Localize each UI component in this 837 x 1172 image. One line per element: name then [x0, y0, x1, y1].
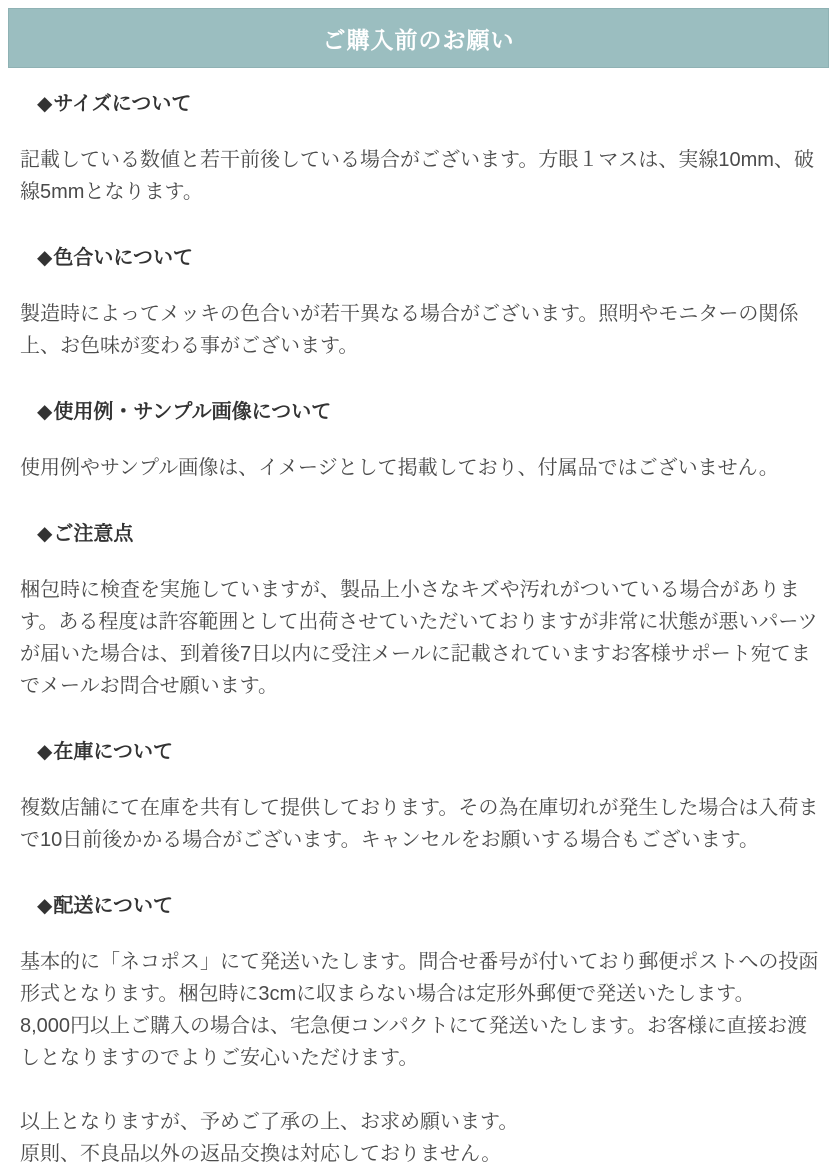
section-shipping: [20, 892, 827, 1074]
section-stock: [20, 738, 827, 856]
section-heading-label: 配送について: [53, 895, 173, 917]
diamond-bullet-icon: ◆: [37, 401, 53, 423]
diamond-bullet-icon: ◆: [37, 247, 53, 269]
diamond-bullet-icon: ◆: [37, 895, 53, 917]
section-paragraph: 梱包時に検査を実施していますが、製品上小さなキズや汚れがついている場合があります。ある程度は許容範囲として出荷させていただいておりますが非常に状態が悪いパーツが届いた場合は、到着後7日以内に受注メールに記載されていますお客様サポート宛てまでメールお問合せ願います。: [20, 579, 818, 697]
section-paragraph: 基本的に「ネコポス」にて発送いたします。問合せ番号が付いており郵便ポストへの投函形式となります。梱包時に3cmに収まらない場合は定形外郵便で発送いたします。: [20, 951, 819, 1005]
section-paragraph: 製造時によってメッキの色合いが若干異なる場合がございます。照明やモニターの関係上、お色味が変わる事がございます。: [20, 303, 799, 357]
notice-content: [0, 90, 837, 1172]
section-heading: [37, 892, 827, 920]
section-paragraph: 8,000円以上ご購入の場合は、宅急便コンパクトにて発送いたします。お客様に直接お渡しとなりますのでよりご安心いただけます。: [20, 1015, 808, 1069]
section-heading: [37, 520, 827, 548]
section-heading-label: サイズについて: [53, 93, 192, 115]
section-color: [20, 244, 827, 362]
section-paragraph: 記載している数値と若干前後している場合がございます。方眼１マスは、実線10mm、破線5mmとなります。: [20, 149, 814, 203]
purchase-notice-page: [0, 8, 837, 1172]
section-heading: [37, 398, 827, 426]
section-heading: [37, 244, 827, 272]
closing-line: 以上となりますが、予めご了承の上、お求め願います。: [20, 1111, 519, 1133]
section-sample-images: [20, 398, 827, 484]
notice-banner: [8, 8, 829, 68]
section-heading-label: 色合いについて: [53, 247, 193, 269]
section-heading-label: ご注意点: [53, 523, 134, 545]
section-heading-label: 使用例・サンプル画像について: [53, 401, 332, 423]
section-size: [20, 90, 827, 208]
section-paragraph: 使用例やサンプル画像は、イメージとして掲載しており、付属品ではございません。: [20, 457, 779, 479]
section-paragraph: 複数店舗にて在庫を共有して提供しております。その為在庫切れが発生した場合は入荷まで10日前後かかる場合がございます。キャンセルをお願いする場合もございます。: [20, 797, 819, 851]
diamond-bullet-icon: ◆: [37, 523, 53, 545]
closing-line: 原則、不良品以外の返品交換は対応しておりません。: [20, 1143, 502, 1165]
section-cautions: [20, 520, 827, 702]
diamond-bullet-icon: ◆: [37, 741, 53, 763]
banner-title: ご購入前のお願い: [322, 26, 515, 53]
diamond-bullet-icon: ◆: [37, 93, 53, 115]
section-heading: [37, 738, 827, 766]
section-heading-label: 在庫について: [53, 741, 173, 763]
closing-note: [20, 1106, 827, 1170]
section-heading: [37, 90, 827, 118]
